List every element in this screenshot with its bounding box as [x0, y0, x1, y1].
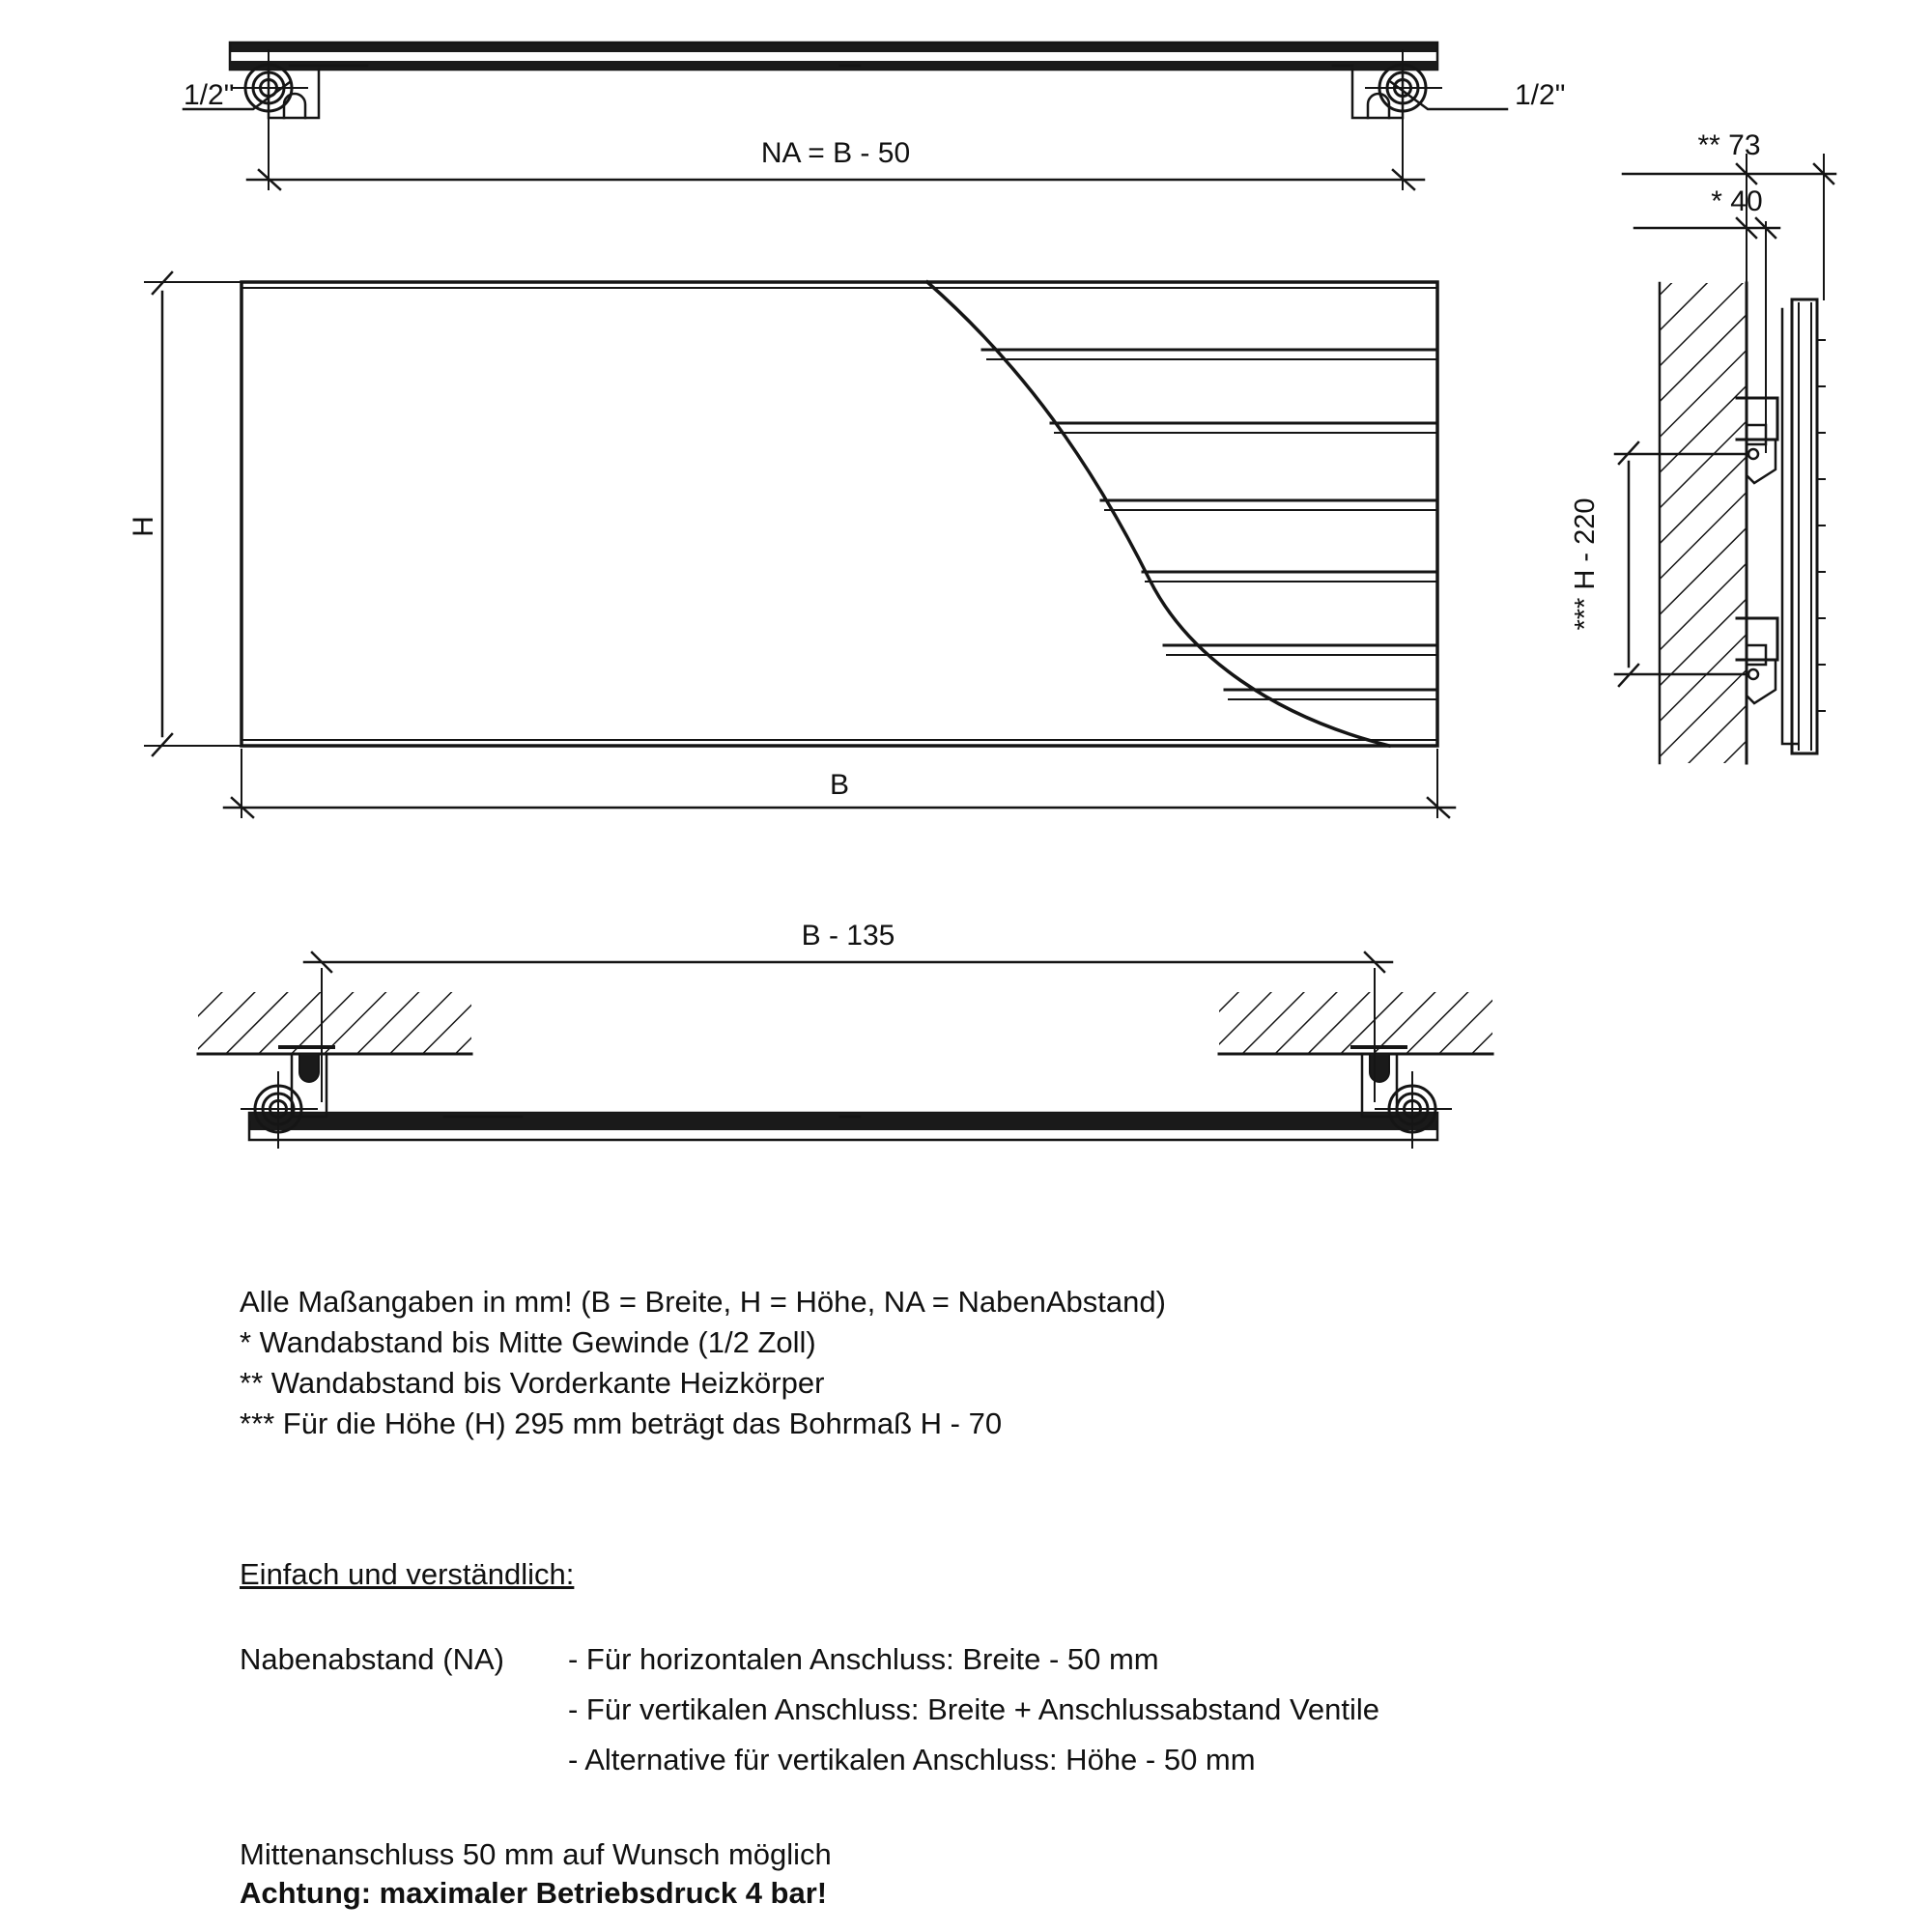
legend-line-3: ** Wandabstand bis Vorderkante Heizkörper: [240, 1366, 825, 1400]
width-dimension-label: B: [829, 769, 850, 801]
front-view: [145, 272, 1455, 817]
depth-thread-label: * 40: [1711, 185, 1763, 217]
hub-block-label: Nabenabstand (NA): [240, 1642, 504, 1676]
valve-bottom-left-symbol: [242, 1072, 317, 1148]
height-dimension-label: H: [128, 516, 159, 537]
bracket-bottom-left: [280, 1047, 333, 1117]
footer-bold: Achtung: maximaler Betriebsdruck 4 bar!: [240, 1876, 828, 1910]
legend-line-4: *** Für die Höhe (H) 295 mm beträgt das Bohrmaß H - 70: [240, 1406, 1003, 1440]
valve-left-label: 1/2": [184, 79, 235, 111]
footer-normal: Mittenanschluss 50 mm auf Wunsch möglich: [240, 1837, 832, 1871]
hub-block-line-2: - Für vertikalen Anschluss: Breite + Anschlussabstand Ventile: [568, 1692, 1380, 1726]
valve-right-label: 1/2": [1515, 79, 1566, 111]
legend-line-2: * Wandabstand bis Mitte Gewinde (1/2 Zoll): [240, 1325, 816, 1359]
legend-line-1: Alle Maßangaben in mm! (B = Breite, H = Höhe, NA = NabenAbstand): [240, 1285, 1166, 1319]
valve-bottom-right-symbol: [1376, 1072, 1451, 1148]
drill-dimension-label: *** H - 220: [1570, 497, 1601, 631]
section-heading: Einfach und verständlich:: [240, 1557, 575, 1591]
side-section-view: [1615, 155, 1835, 763]
hub-block-line-1: - Für horizontalen Anschluss: Breite - 50 mm: [568, 1642, 1159, 1676]
bottom-section-view: [198, 952, 1492, 1148]
na-dimension-label: NA = B - 50: [760, 137, 911, 169]
depth-front-label: ** 73: [1697, 129, 1761, 161]
bottom-dimension-label: B - 135: [801, 920, 895, 952]
hub-block-line-3: - Alternative für vertikalen Anschluss: Höhe - 50 mm: [568, 1743, 1256, 1776]
